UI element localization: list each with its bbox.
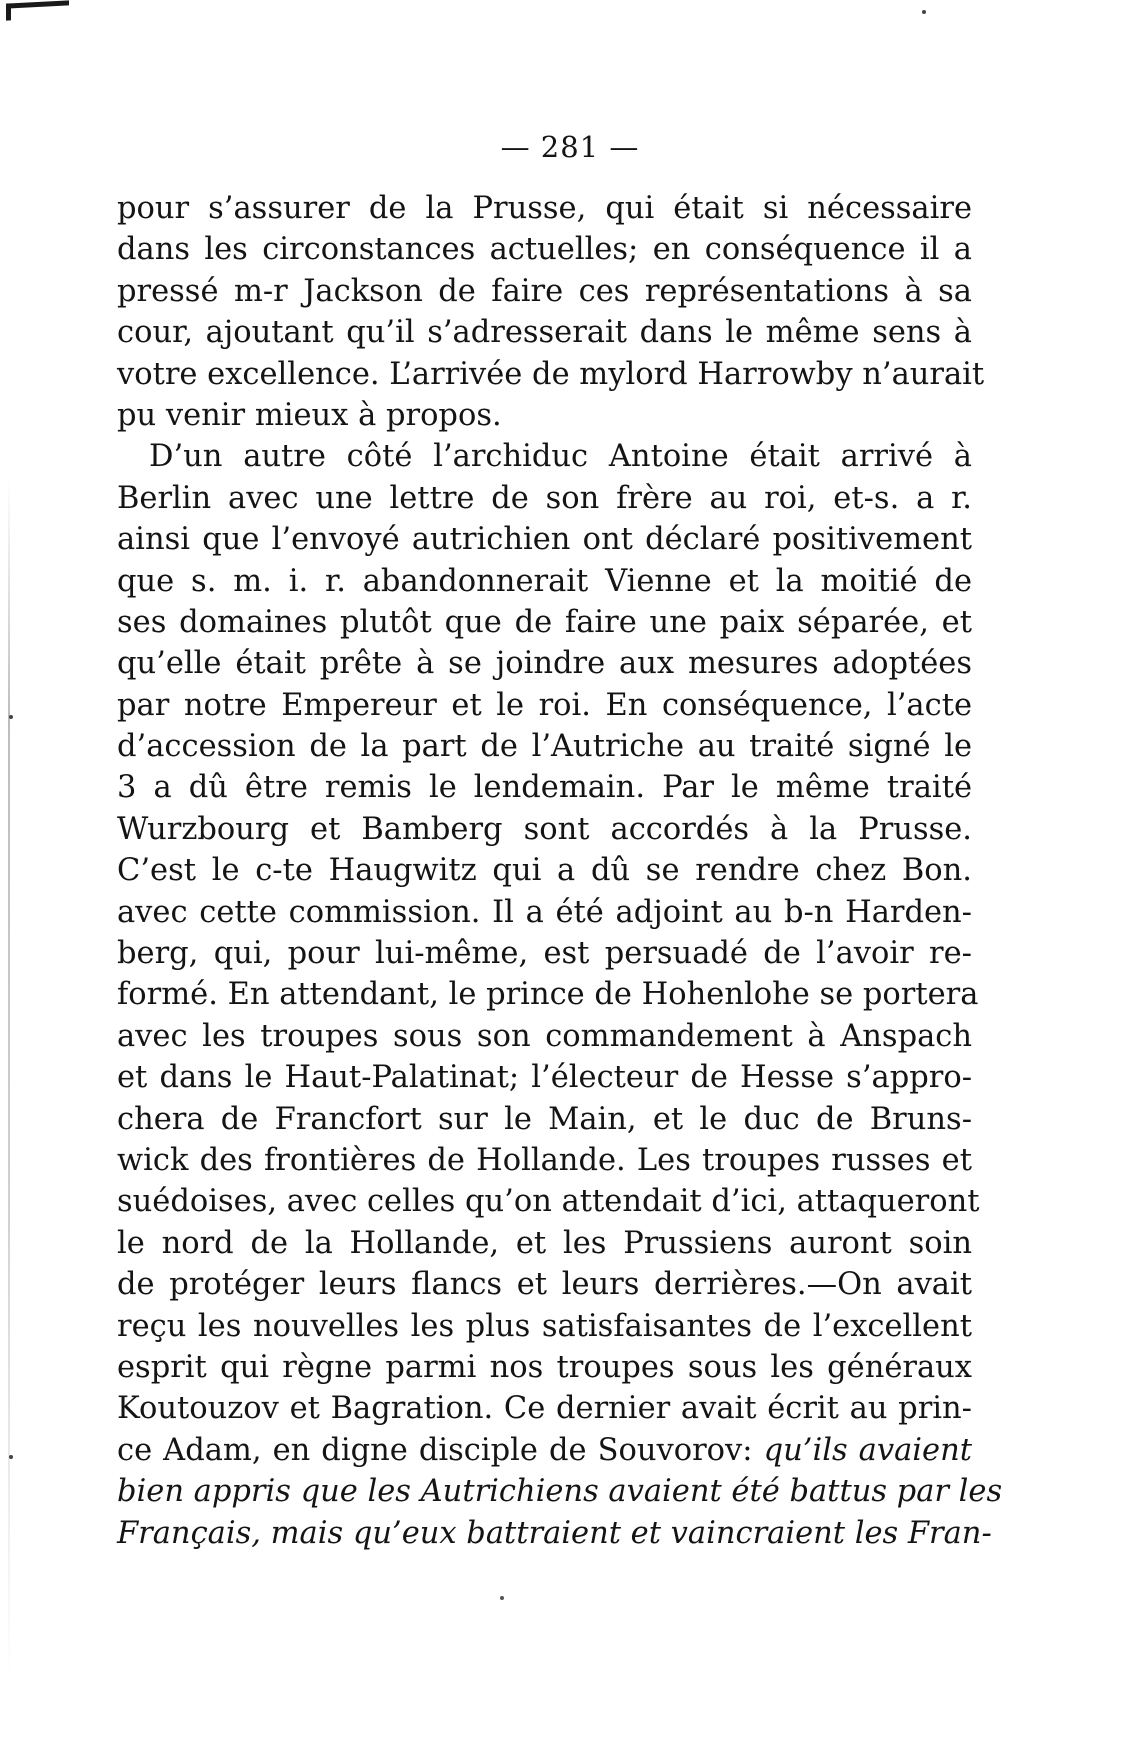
text-line: votre excellence. L’arrivée de mylord Harrowby n’aurait bbox=[117, 356, 985, 392]
text-line: le nord de la Hollande, et les Prussiens auront soin bbox=[117, 1225, 972, 1261]
mixed-text-line bbox=[117, 1430, 972, 1471]
page-number: — 281 — bbox=[500, 130, 640, 164]
text-line: Berlin avec une lettre de son frère au roi, et-s. a r. bbox=[117, 480, 972, 516]
scan-corner-mark bbox=[6, 0, 69, 20]
text-line: pu venir mieux à propos. bbox=[117, 397, 502, 433]
text-line: wick des frontières de Hollande. Les troupes russes et bbox=[117, 1142, 972, 1178]
italic-quote-line: Français, mais qu’eux battraient et vaincraient les Fran- bbox=[117, 1515, 992, 1551]
text-line: dans les circonstances actuelles; en conséquence il a bbox=[117, 232, 972, 268]
text-line: 3 a dû être remis le lendemain. Par le même traité bbox=[117, 770, 972, 806]
text-line: avec cette commission. Il a été adjoint au b-n Harden- bbox=[117, 894, 972, 930]
text-line: chera de Francfort sur le Main, et le duc de Bruns- bbox=[117, 1101, 972, 1137]
body-text bbox=[117, 188, 1003, 1554]
scan-speck bbox=[9, 715, 13, 719]
scan-edge-shadow bbox=[8, 480, 10, 1680]
text-line: formé. En attendant, le prince de Hohenlohe se portera bbox=[117, 977, 979, 1013]
text-line: Koutouzov et Bagration. Ce dernier avait écrit au prin- bbox=[117, 1391, 972, 1427]
italic-quote-segment: qu’ils avaient bbox=[763, 1432, 972, 1468]
text-line: de protéger leurs flancs et leurs derrières.—On avait bbox=[117, 1267, 972, 1303]
text-segment: ce Adam, en digne disciple de Souvorov: bbox=[117, 1432, 753, 1468]
scan-speck bbox=[500, 1596, 504, 1600]
text-line: reçu les nouvelles les plus satisfaisantes de l’excellent bbox=[117, 1308, 972, 1344]
text-line: que s. m. i. r. abandonnerait Vienne et la moitié de bbox=[117, 563, 972, 599]
italic-quote-line: bien appris que les Autrichiens avaient été battus par les bbox=[117, 1474, 1003, 1510]
text-line: qu’elle était prête à se joindre aux mesures adoptées bbox=[117, 646, 972, 682]
text-line: et dans le Haut-Palatinat; l’électeur de Hesse s’appro- bbox=[117, 1060, 972, 1096]
text-line: esprit qui règne parmi nos troupes sous les généraux bbox=[117, 1349, 972, 1385]
scan-speck bbox=[922, 10, 926, 14]
text-line: C’est le c-te Haugwitz qui a dû se rendre chez Bon. bbox=[117, 853, 972, 889]
scan-speck bbox=[9, 1455, 13, 1459]
text-line: Wurzbourg et Bamberg sont accordés à la Prusse. bbox=[117, 811, 972, 847]
text-line: ainsi que l’envoyé autrichien ont déclaré positivement bbox=[117, 522, 972, 558]
text-line: par notre Empereur et le roi. En conséquence, l’acte bbox=[117, 687, 972, 723]
text-line: pour s’assurer de la Prusse, qui était si nécessaire bbox=[117, 191, 972, 226]
text-line: ses domaines plutôt que de faire une paix séparée, et bbox=[117, 604, 972, 640]
text-line: cour, ajoutant qu’il s’adresserait dans le même sens à bbox=[117, 315, 972, 351]
text-line: pressé m-r Jackson de faire ces représentations à sa bbox=[117, 273, 972, 309]
paragraph-start-line: D’un autre côté l’archiduc Antoine était arrivé à bbox=[149, 439, 972, 475]
text-line: berg, qui, pour lui-même, est persuadé de l’avoir re- bbox=[117, 936, 972, 972]
text-line: d’accession de la part de l’Autriche au traité signé le bbox=[117, 729, 972, 765]
text-line: avec les troupes sous son commandement à Anspach bbox=[117, 1018, 972, 1054]
text-line: suédoises, avec celles qu’on attendait d’ici, attaqueront bbox=[117, 1184, 980, 1220]
